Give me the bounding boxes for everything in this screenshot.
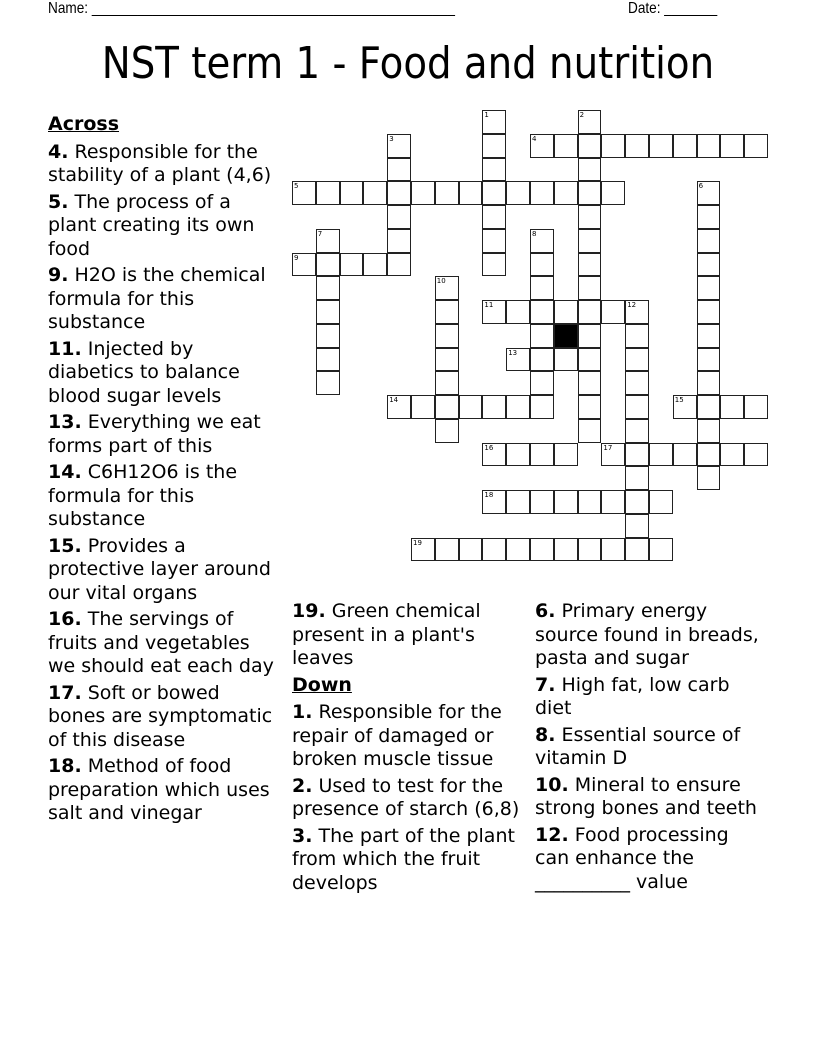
cell-number: 6 <box>698 182 704 191</box>
grid-cell[interactable] <box>625 443 649 467</box>
grid-cell[interactable] <box>697 324 721 348</box>
grid-cell[interactable] <box>578 158 602 182</box>
down-clue <box>292 825 520 896</box>
clue-number: 13. <box>48 411 82 433</box>
grid-cell[interactable] <box>625 514 649 538</box>
grid-cell[interactable] <box>387 205 411 229</box>
grid-cell[interactable] <box>744 395 768 419</box>
cell-number: 13 <box>508 348 518 357</box>
grid-cell[interactable] <box>697 181 721 205</box>
clue-number: 6. <box>535 600 556 622</box>
grid-cell[interactable] <box>292 181 316 205</box>
grid-cell[interactable] <box>697 253 721 277</box>
grid-cell[interactable] <box>697 300 721 324</box>
grid-cell[interactable] <box>625 490 649 514</box>
cell-number: 10 <box>436 277 446 286</box>
grid-cell[interactable] <box>697 229 721 253</box>
clue-text: C6H12O6 is the formula for this substance <box>48 461 238 530</box>
cell-number: 9 <box>294 253 299 262</box>
grid-cell[interactable] <box>578 276 602 300</box>
clue-text: Responsible for the repair of damaged or broken muscle tissue <box>292 701 502 770</box>
cell-number: 15 <box>674 396 684 404</box>
grid-cell[interactable] <box>530 443 554 467</box>
clue-text: Injected by diabetics to balance blood sugar levels <box>48 337 240 407</box>
grid-cell[interactable] <box>578 395 602 419</box>
grid-cell[interactable] <box>720 443 744 467</box>
grid-cell[interactable] <box>697 443 721 467</box>
clue-text: Method of food preparation which uses salt and vinegar <box>48 755 270 824</box>
grid-cell[interactable] <box>578 110 602 134</box>
grid-cell[interactable] <box>649 134 673 158</box>
grid-cell[interactable] <box>625 300 649 324</box>
grid-cell[interactable] <box>482 538 506 562</box>
clue-number: 3. <box>292 824 313 847</box>
grid-cell[interactable] <box>530 276 554 300</box>
grid-cell[interactable] <box>649 490 673 514</box>
clue-text: Mineral to ensure strong bones and teeth <box>535 773 757 819</box>
grid-cell[interactable] <box>554 300 578 324</box>
grid-cell[interactable] <box>482 110 506 134</box>
down-heading: Down <box>292 673 352 696</box>
grid-cell[interactable] <box>649 538 673 562</box>
grid-cell[interactable] <box>435 324 459 348</box>
clue-text: H2O is the chemical formula for this substance <box>48 264 266 333</box>
clue-number: 10. <box>535 773 569 796</box>
grid-cell[interactable] <box>530 324 554 348</box>
grid-cell[interactable] <box>435 538 459 562</box>
clue-text: Provides a protective layer around our vital organs <box>48 534 271 604</box>
grid-cell[interactable] <box>530 229 554 253</box>
grid-cell[interactable] <box>530 181 554 205</box>
grid-cell[interactable] <box>506 538 530 562</box>
grid-cell[interactable] <box>578 205 602 229</box>
clue-text: Green chemical present in a plant's leaves <box>292 600 481 669</box>
clue-text: Responsible for the stability of a plant (4,6) <box>48 140 272 186</box>
grid-cell[interactable] <box>435 181 459 205</box>
down-clue <box>535 674 763 721</box>
grid-cell[interactable] <box>530 490 554 514</box>
grid-cell[interactable] <box>411 538 435 562</box>
grid-cell[interactable] <box>625 395 649 419</box>
grid-cell[interactable] <box>697 276 721 300</box>
grid-cell[interactable] <box>482 395 506 419</box>
clue-text: The process of a plant creating its own food <box>48 190 255 260</box>
grid-cell[interactable] <box>625 134 649 158</box>
grid-cell[interactable] <box>316 229 340 253</box>
grid-cell[interactable] <box>554 490 578 514</box>
grid-cell[interactable] <box>363 181 387 205</box>
grid-cell[interactable] <box>673 443 697 467</box>
down-clue <box>535 724 763 771</box>
clue-text: Soft or bowed bones are symptomatic of this disease <box>48 681 273 751</box>
grid-cell[interactable] <box>697 348 721 372</box>
clue-number: 16. <box>48 608 82 630</box>
grid-cell[interactable] <box>578 490 602 514</box>
grid-cell[interactable] <box>482 181 506 205</box>
across-clue <box>48 461 280 532</box>
across-clue <box>48 338 280 409</box>
clue-text: The servings of fruits and vegetables we should eat each day <box>48 608 274 677</box>
cell-number: 2 <box>579 111 585 119</box>
across-clue <box>48 141 280 188</box>
across-clue <box>48 682 280 753</box>
grid-cell[interactable] <box>578 538 602 562</box>
grid-cell[interactable] <box>482 158 506 182</box>
clue-number: 19. <box>292 600 326 622</box>
across-clue <box>48 755 280 826</box>
across-clues-column <box>48 113 280 829</box>
clue-number: 9. <box>48 264 69 286</box>
page-title-text: NST term 1 - Food and nutrition <box>101 38 715 89</box>
grid-cell[interactable] <box>506 443 530 467</box>
grid-cell[interactable] <box>673 134 697 158</box>
grid-cell[interactable] <box>387 134 411 158</box>
grid-cell[interactable] <box>506 490 530 514</box>
grid-cell[interactable] <box>578 371 602 395</box>
grid-cell[interactable] <box>482 443 506 467</box>
clue-number: 4. <box>48 140 69 163</box>
clue-number: 18. <box>48 755 82 777</box>
grid-cell[interactable] <box>578 134 602 158</box>
grid-cell[interactable] <box>554 348 578 372</box>
cell-number: 17 <box>603 443 613 452</box>
across-clue <box>48 264 280 335</box>
clue-text: The part of the plant from which the fruit develops <box>292 824 515 894</box>
grid-cell[interactable] <box>435 276 459 300</box>
grid-cell[interactable] <box>482 253 506 277</box>
down-clue <box>535 774 763 821</box>
grid-cell[interactable] <box>530 395 554 419</box>
grid-cell[interactable] <box>720 134 744 158</box>
grid-cell[interactable] <box>601 443 625 467</box>
grid-cell[interactable] <box>506 395 530 419</box>
grid-cell[interactable] <box>578 300 602 324</box>
grid-cell[interactable] <box>435 419 459 443</box>
grid-cell[interactable] <box>482 134 506 158</box>
grid-cell[interactable] <box>316 181 340 205</box>
grid-cell[interactable] <box>387 229 411 253</box>
clues-column-right <box>535 600 763 897</box>
cell-number: 14 <box>389 396 399 404</box>
grid-cell[interactable] <box>578 324 602 348</box>
grid-cell[interactable] <box>482 205 506 229</box>
clue-number: 12. <box>535 823 569 846</box>
across-clue <box>292 600 520 671</box>
grid-cell[interactable] <box>387 181 411 205</box>
grid-cell[interactable] <box>530 371 554 395</box>
grid-cell[interactable] <box>697 419 721 443</box>
grid-cell[interactable] <box>530 300 554 324</box>
across-clue <box>48 411 280 458</box>
page-title <box>0 38 816 89</box>
grid-cell[interactable] <box>411 395 435 419</box>
grid-cell[interactable] <box>554 443 578 467</box>
down-clue <box>292 701 520 772</box>
grid-cell[interactable] <box>744 443 768 467</box>
cell-number: 3 <box>389 134 394 143</box>
clue-number: 7. <box>535 673 556 696</box>
grid-cell[interactable] <box>316 276 340 300</box>
grid-cell[interactable] <box>720 395 744 419</box>
grid-cell[interactable] <box>744 134 768 158</box>
grid-cell[interactable] <box>387 158 411 182</box>
grid-cell[interactable] <box>625 419 649 443</box>
across-heading: Across <box>48 113 120 135</box>
grid-cell[interactable] <box>387 395 411 419</box>
grid-cell[interactable] <box>530 538 554 562</box>
cell-number: 19 <box>413 538 422 547</box>
grid-cell[interactable] <box>482 229 506 253</box>
clue-number: 1. <box>292 701 313 723</box>
grid-cell[interactable] <box>625 538 649 562</box>
grid-cell[interactable] <box>673 395 697 419</box>
grid-cell[interactable] <box>601 181 625 205</box>
name-field-label: Name: ________________________________________________ <box>48 0 455 17</box>
cell-number: 1 <box>484 111 489 119</box>
date-field-label: Date: _______ <box>628 0 718 17</box>
grid-cell[interactable] <box>601 490 625 514</box>
clue-text: Essential source of vitamin D <box>535 723 741 769</box>
clue-text: Food processing can enhance the __________ value <box>535 823 729 893</box>
clue-number: 2. <box>292 774 313 797</box>
across-clue <box>48 535 280 606</box>
grid-cell[interactable] <box>482 490 506 514</box>
grid-cell[interactable] <box>697 134 721 158</box>
clue-text: Used to test for the presence of starch (6,8) <box>292 774 520 820</box>
grid-cell[interactable] <box>530 348 554 372</box>
grid-cell[interactable] <box>578 181 602 205</box>
across-clue <box>48 608 280 679</box>
grid-cell[interactable] <box>649 443 673 467</box>
grid-cell[interactable] <box>601 300 625 324</box>
cell-number: 7 <box>317 229 323 238</box>
grid-cell[interactable] <box>316 300 340 324</box>
cell-number: 18 <box>484 491 494 499</box>
grid-cell[interactable] <box>578 419 602 443</box>
grid-cell[interactable] <box>387 253 411 277</box>
cell-number: 8 <box>532 229 537 238</box>
grid-cell[interactable] <box>506 181 530 205</box>
grid-cell[interactable] <box>601 134 625 158</box>
grid-cell[interactable] <box>601 538 625 562</box>
clue-text: Primary energy source found in breads, pasta and sugar <box>535 600 759 669</box>
cell-number: 4 <box>532 134 537 143</box>
grid-cell[interactable] <box>435 300 459 324</box>
down-clue <box>292 775 520 822</box>
grid-cell[interactable] <box>316 324 340 348</box>
clue-number: 5. <box>48 190 69 213</box>
down-clue <box>535 824 763 895</box>
grid-cell[interactable] <box>459 538 483 562</box>
grid-cell[interactable] <box>578 253 602 277</box>
grid-cell[interactable] <box>316 348 340 372</box>
grid-cell[interactable] <box>340 181 364 205</box>
clue-number: 14. <box>48 461 82 483</box>
grid-cell[interactable] <box>435 371 459 395</box>
black-cell <box>554 324 578 348</box>
grid-cell[interactable] <box>578 229 602 253</box>
grid-cell[interactable] <box>316 371 340 395</box>
clue-text: High fat, low carb diet <box>535 673 730 719</box>
grid-cell[interactable] <box>697 205 721 229</box>
grid-cell[interactable] <box>506 300 530 324</box>
grid-cell[interactable] <box>506 348 530 372</box>
cell-number: 5 <box>294 182 299 191</box>
grid-cell[interactable] <box>459 395 483 419</box>
grid-cell[interactable] <box>554 134 578 158</box>
grid-cell[interactable] <box>697 371 721 395</box>
grid-cell[interactable] <box>625 324 649 348</box>
cell-number: 12 <box>627 301 637 309</box>
grid-cell[interactable] <box>554 538 578 562</box>
grid-cell[interactable] <box>697 395 721 419</box>
grid-cell[interactable] <box>340 253 364 277</box>
clue-number: 8. <box>535 723 556 746</box>
grid-cell[interactable] <box>292 253 316 277</box>
grid-cell[interactable] <box>435 395 459 419</box>
cell-number: 11 <box>484 301 494 309</box>
grid-cell[interactable] <box>482 300 506 324</box>
grid-cell[interactable] <box>625 348 649 372</box>
grid-cell[interactable] <box>411 181 435 205</box>
grid-cell[interactable] <box>625 466 649 490</box>
clue-number: 17. <box>48 681 82 704</box>
cell-number: 16 <box>484 443 494 452</box>
grid-cell[interactable] <box>697 466 721 490</box>
clue-text: Everything we eat forms part of this <box>48 411 261 457</box>
grid-cell[interactable] <box>554 181 578 205</box>
grid-cell[interactable] <box>625 371 649 395</box>
across-clue <box>48 191 280 262</box>
grid-cell[interactable] <box>459 181 483 205</box>
clue-number: 15. <box>48 534 82 557</box>
grid-cell[interactable] <box>530 253 554 277</box>
clue-number: 11. <box>48 337 82 360</box>
down-clue <box>535 600 763 671</box>
grid-cell[interactable] <box>316 253 340 277</box>
grid-cell[interactable] <box>435 348 459 372</box>
clues-column-middle <box>292 600 520 898</box>
grid-cell[interactable] <box>578 348 602 372</box>
grid-cell[interactable] <box>530 134 554 158</box>
grid-cell[interactable] <box>363 253 387 277</box>
